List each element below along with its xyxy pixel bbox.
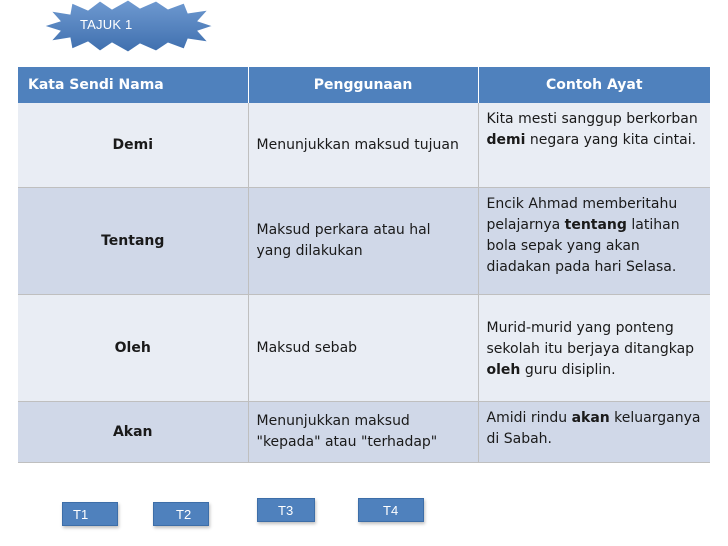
word-cell: Tentang (18, 188, 248, 295)
table-row (18, 103, 710, 188)
example-cell (478, 402, 710, 463)
example-cell (478, 103, 710, 188)
title-badge (42, 0, 214, 52)
title-badge-label: TAJUK 1 (80, 17, 133, 32)
example-text: Encik Ahmad memberitahu pelajarnya (486, 196, 678, 233)
table-row (18, 295, 710, 402)
nav-button-t1[interactable] (62, 502, 118, 526)
nav-button-t2[interactable] (153, 502, 209, 526)
example-text: Kita mesti sanggup berkorban (486, 111, 698, 127)
example-text: negara yang kita cintai. (525, 132, 697, 148)
example-keyword: akan (571, 410, 610, 426)
example-text: Amidi rindu (486, 410, 572, 426)
usage-cell: Maksud perkara atau hal yang dilakukan (248, 188, 478, 295)
header-kata-sendi: Kata Sendi Nama (18, 67, 248, 103)
usage-cell: Maksud sebab (248, 295, 478, 402)
example-text: guru disiplin. (520, 361, 616, 378)
table-header-row (18, 67, 710, 103)
header-penggunaan: Penggunaan (248, 67, 478, 103)
header-contoh-ayat: Contoh Ayat (478, 67, 710, 103)
nav-button-label: T2 (176, 507, 192, 522)
example-keyword: tentang (564, 217, 627, 233)
kata-sendi-table (18, 67, 710, 463)
example-keyword: oleh (486, 361, 521, 378)
word-cell: Demi (18, 103, 248, 188)
table-row (18, 188, 710, 295)
nav-button-t3[interactable] (257, 498, 315, 522)
example-text: latihan bola sepak yang akan diadakan pada hari Selasa. (486, 217, 680, 275)
nav-button-t4[interactable] (358, 498, 424, 522)
example-cell (478, 295, 710, 402)
nav-button-label: T1 (73, 507, 89, 522)
table-row (18, 402, 710, 463)
nav-button-label: T4 (383, 503, 399, 518)
nav-button-label: T3 (278, 503, 294, 518)
usage-cell: Menunjukkan maksud tujuan (248, 103, 478, 188)
example-text: Murid-murid yang ponteng sekolah itu berjaya ditangkap (486, 319, 695, 357)
example-text: keluarganya di Sabah. (486, 410, 701, 447)
example-keyword: demi (486, 132, 526, 148)
word-cell: Akan (18, 402, 248, 463)
example-cell (478, 188, 710, 295)
usage-cell: Menunjukkan maksud "kepada" atau "terhadap" (248, 402, 478, 463)
word-cell: Oleh (18, 295, 248, 402)
